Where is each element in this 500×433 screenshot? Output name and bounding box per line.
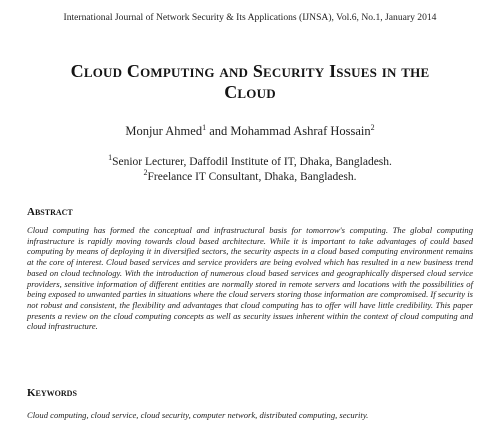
author-mark-2: 2	[370, 122, 375, 132]
affiliation-mark-2: 2	[143, 168, 148, 178]
abstract-heading: Abstract	[27, 206, 73, 218]
affiliation-2	[0, 168, 500, 183]
paper-title-line-2: Cloud	[224, 82, 276, 102]
abstract-body: Cloud computing has formed the conceptual and infrastructural basis for tomorrow's computing. The global computing infrastructure is rapidly moving towards cloud based architecture. While it is important to take advantages of could based computing by means of deploying it in diversified sectors, the security aspects in a cloud based computing environment remains at the core of interest. Cloud based services and service providers are being evolved which has resulted in a new business trend based on cloud technology. With the introduction of numerous cloud based services and geographically dispersed cloud service providers, sensitive information of different entities are normally stored in remote servers and locations with the possibilities of being exposed to unwanted parties in situations where the cloud servers storing those information are compromised. If security is not robust and consistent, the flexibility and advantages that cloud computing has to offer will have little credibility. This paper presents a review on the cloud computing concepts as well as security issues inherent within the context of cloud computing and cloud infrastructure.	[27, 225, 473, 332]
paper-title-line-1: Cloud Computing and Security Issues in the	[70, 61, 430, 81]
affiliation-1	[0, 153, 500, 168]
author-mark-1: 1	[202, 122, 207, 132]
keywords-body: Cloud computing, cloud service, cloud security, computer network, distributed computing, security.	[27, 410, 369, 420]
running-head: International Journal of Network Security & Its Applications (IJNSA), Vol.6, No.1, January 2014	[63, 12, 437, 23]
author-name-2: Mohammad Ashraf Hossain	[230, 124, 371, 138]
paper-title	[20, 61, 480, 103]
author-name-1: Monjur Ahmed	[125, 124, 203, 138]
affiliation-text-2: Freelance IT Consultant, Dhaka, Bangladesh.	[147, 171, 357, 183]
affiliation-mark-1: 1	[108, 153, 113, 163]
affiliation-text-1: Senior Lecturer, Daffodil Institute of IT, Dhaka, Bangladesh.	[112, 156, 392, 168]
keywords-heading: Keywords	[27, 387, 77, 399]
author-connector: and	[206, 124, 231, 138]
author-line	[0, 124, 500, 139]
